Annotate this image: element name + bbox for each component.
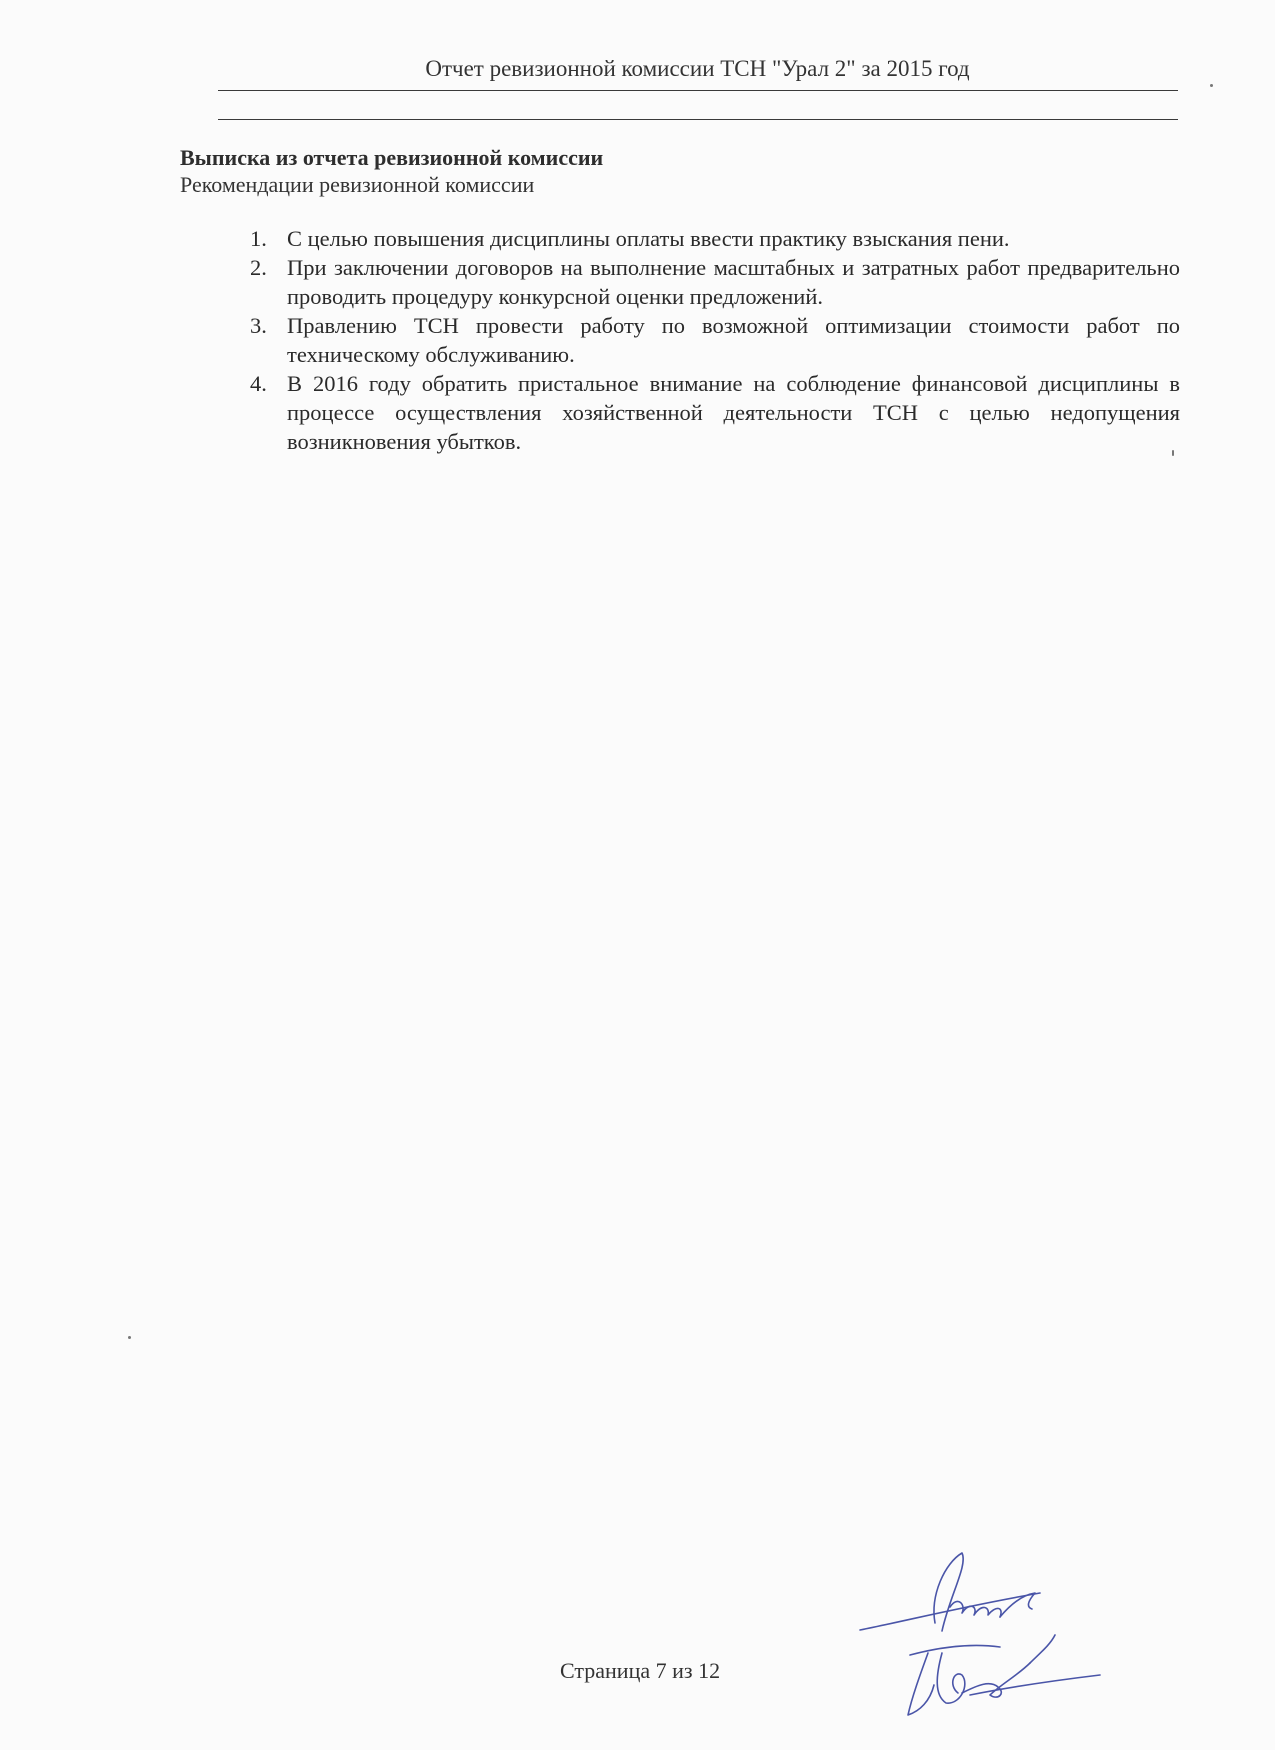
list-item bbox=[250, 253, 1180, 311]
header-rule-bottom bbox=[218, 119, 1178, 120]
scan-speck bbox=[1210, 84, 1213, 87]
list-item-text: Правлению ТСН провести работу по возможной оптимизации стоимости работ по техническому обслуживанию. bbox=[287, 313, 1180, 367]
signature-1 bbox=[860, 1553, 1040, 1631]
recommendations-list bbox=[250, 224, 1180, 456]
list-item bbox=[250, 369, 1180, 456]
list-item-number: 1. bbox=[250, 226, 267, 251]
scan-speck bbox=[128, 1336, 131, 1339]
signature-2 bbox=[908, 1635, 1100, 1715]
page-number: Страница 7 из 12 bbox=[560, 1658, 721, 1683]
list-item-number: 2. bbox=[250, 255, 267, 280]
list-item-number: 4. bbox=[250, 371, 267, 396]
list-item bbox=[250, 224, 1180, 253]
section-subtitle: Рекомендации ревизионной комиссии bbox=[180, 172, 535, 197]
list-item bbox=[250, 311, 1180, 369]
list-item-text: При заключении договоров на выполнение масштабных и затратных работ предварительно проводить процедуру конкурсной оценки предложений. bbox=[287, 255, 1180, 309]
list-item-text: В 2016 году обратить пристальное внимание на соблюдение финансовой дисциплины в процессе осуществления хозяйственной деятельности ТСН с целью недопущения возникновения убытков. bbox=[287, 371, 1180, 454]
section-title: Выписка из отчета ревизионной комиссии bbox=[180, 145, 604, 170]
scan-speck bbox=[1172, 450, 1174, 456]
list-item-number: 3. bbox=[250, 313, 267, 338]
header-rule-top bbox=[218, 90, 1178, 91]
list-item-text: С целью повышения дисциплины оплаты ввести практику взыскания пени. bbox=[287, 226, 1010, 251]
handwritten-signatures bbox=[850, 1535, 1110, 1725]
page-header-title: Отчет ревизионной комиссии ТСН "Урал 2" за 2015 год bbox=[425, 56, 970, 81]
